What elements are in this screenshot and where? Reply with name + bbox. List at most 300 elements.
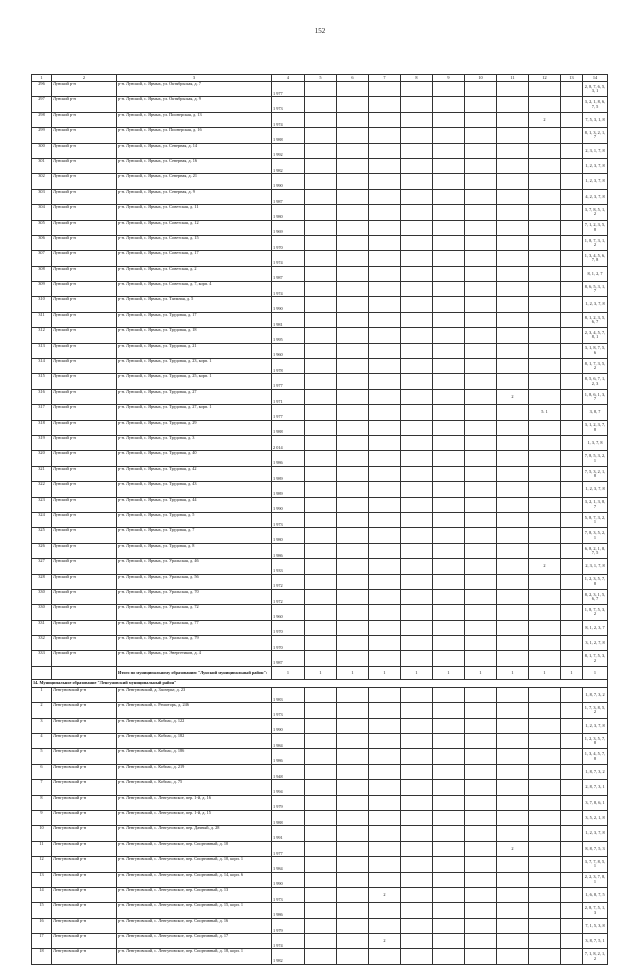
priority-cell: 1, 6, 8, 7, 5	[583, 887, 608, 902]
table-row	[32, 887, 608, 902]
table-row	[32, 374, 608, 389]
year-cell: 1 989	[272, 482, 305, 497]
mark-cell	[369, 903, 401, 918]
mark-cell	[433, 826, 465, 841]
mark-cell	[401, 389, 433, 404]
mark-cell	[529, 435, 561, 450]
mark-cell	[337, 528, 369, 543]
row-number: 309	[32, 282, 52, 297]
mark-cell	[433, 780, 465, 795]
mark-cell	[433, 841, 465, 856]
year-cell: 1 990	[272, 718, 305, 733]
priority-cell: 3, 2, 1, 3, 8, 7	[583, 497, 608, 512]
mark-cell	[369, 312, 401, 327]
address-cell: р-н. Лунский, с. Ярмых, ул. Трудовая, д. 25, корп. 1	[117, 374, 272, 389]
table-row	[32, 543, 608, 558]
mark-cell	[337, 235, 369, 250]
mark-cell	[497, 128, 529, 143]
row-number: 318	[32, 420, 52, 435]
mark-cell	[369, 405, 401, 420]
header-cell: 9	[433, 75, 465, 82]
address-cell: р-н. Лунский, с. Ярмых, ул. Трудовая, д. 5	[117, 512, 272, 527]
row-number: 322	[32, 482, 52, 497]
table-row	[32, 112, 608, 127]
year-cell: 1 970	[272, 636, 305, 651]
mark-cell	[529, 918, 561, 933]
address-cell: р-н. Лунский, с. Ярмых, ул. Уральская, д. 72	[117, 605, 272, 620]
mark-cell	[561, 589, 583, 604]
table-row	[32, 282, 608, 297]
mark-cell	[497, 435, 529, 450]
mark-cell	[497, 143, 529, 158]
mark-cell	[529, 887, 561, 902]
mark-cell	[561, 543, 583, 558]
mark-cell: 2	[497, 389, 529, 404]
mark-cell	[305, 420, 337, 435]
priority-cell: 3, 5, 2, 1, 8	[583, 810, 608, 825]
priority-cell: 4, 2, 3, 7, 8	[583, 189, 608, 204]
mark-cell	[433, 718, 465, 733]
row-number: 328	[32, 574, 52, 589]
year-cell: 1 977	[272, 82, 305, 97]
table-body	[32, 75, 608, 965]
priority-cell: 3, 7, 7, 8, 5, 1	[583, 857, 608, 872]
mark-cell	[401, 934, 433, 949]
mark-cell	[369, 687, 401, 702]
address-cell: р-н. Лунский, с. Ярмых, ул. Трудовая, д. 7	[117, 528, 272, 543]
mark-cell	[305, 451, 337, 466]
mark-cell	[497, 949, 529, 964]
mark-cell	[337, 857, 369, 872]
row-number: 330	[32, 605, 52, 620]
mark-cell	[529, 174, 561, 189]
mark-cell	[433, 636, 465, 651]
mark-cell	[497, 374, 529, 389]
year-cell: 1 973	[272, 512, 305, 527]
year-cell: 1 984	[272, 734, 305, 749]
mark-cell	[465, 343, 497, 358]
priority-cell: 7, 8, 3, 5, 2, 1	[583, 528, 608, 543]
mark-cell	[465, 128, 497, 143]
district-cell: Лунский р-н	[52, 297, 117, 312]
district-cell: Ленгуновский р-н	[52, 841, 117, 856]
year-cell: 1 974	[272, 251, 305, 266]
district-cell: Ленгуновский р-н	[52, 703, 117, 718]
mark-cell	[305, 82, 337, 97]
district-cell: Ленгуновский р-н	[52, 949, 117, 964]
address-cell: р-н. Ленгуновский, с. Ленгуновское, пер. Спортивный, д. 16	[117, 918, 272, 933]
address-cell: р-н. Ленгуновский, д. Заозерье, д. 23	[117, 687, 272, 702]
mark-cell	[305, 620, 337, 635]
row-number: 13	[32, 872, 52, 887]
mark-cell	[561, 749, 583, 764]
header-row	[32, 75, 608, 82]
mark-cell	[305, 220, 337, 235]
address-cell: р-н. Лунский, с. Ярмых, ул. Трудовая, д. 8	[117, 543, 272, 558]
address-cell: р-н. Лунский, с. Ярмых, ул. Советская, д. 7, корп. 4	[117, 282, 272, 297]
mark-cell	[369, 651, 401, 666]
mark-cell	[369, 251, 401, 266]
mark-cell	[465, 189, 497, 204]
mark-cell	[337, 420, 369, 435]
mark-cell	[497, 158, 529, 173]
year-cell: 1 970	[272, 620, 305, 635]
mark-cell	[433, 189, 465, 204]
mark-cell	[529, 266, 561, 281]
mark-cell	[561, 528, 583, 543]
year-cell: 1 987	[272, 651, 305, 666]
mark-cell	[305, 718, 337, 733]
year-cell: 1 988	[272, 420, 305, 435]
mark-cell	[529, 780, 561, 795]
district-cell: Ленгуновский р-н	[52, 795, 117, 810]
mark-cell	[401, 482, 433, 497]
mark-cell	[337, 374, 369, 389]
row-number: 7	[32, 780, 52, 795]
mark-cell	[337, 620, 369, 635]
year-cell: 1 986	[272, 903, 305, 918]
mark-cell	[337, 703, 369, 718]
mark-cell	[337, 918, 369, 933]
mark-cell	[305, 497, 337, 512]
district-cell: Лунский р-н	[52, 112, 117, 127]
table-row	[32, 128, 608, 143]
mark-cell	[369, 620, 401, 635]
table-row	[32, 589, 608, 604]
row-number: 324	[32, 512, 52, 527]
mark-cell	[465, 841, 497, 856]
row-number: 297	[32, 97, 52, 112]
mark-cell	[529, 826, 561, 841]
mark-cell	[401, 636, 433, 651]
mark-cell	[465, 328, 497, 343]
mark-cell	[497, 574, 529, 589]
mark-cell	[369, 559, 401, 574]
mark-cell	[465, 543, 497, 558]
district-cell: Лунский р-н	[52, 189, 117, 204]
mark-cell	[305, 574, 337, 589]
header-cell: 1	[32, 75, 52, 82]
mark-cell	[529, 620, 561, 635]
table-row	[32, 328, 608, 343]
mark-cell	[369, 918, 401, 933]
address-cell: р-н. Ленгуновский, с. Ленгуновское, пер. Дачный, д. 28	[117, 826, 272, 841]
mark-cell	[433, 934, 465, 949]
mark-cell	[337, 934, 369, 949]
year-cell: 1 987	[272, 266, 305, 281]
mark-cell	[401, 359, 433, 374]
mark-cell	[497, 282, 529, 297]
mark-cell	[401, 451, 433, 466]
mark-cell	[497, 903, 529, 918]
table-row	[32, 82, 608, 97]
mark-cell	[401, 205, 433, 220]
mark-cell	[497, 795, 529, 810]
mark-cell	[497, 934, 529, 949]
mark-cell	[497, 174, 529, 189]
table-row	[32, 605, 608, 620]
mark-cell	[497, 297, 529, 312]
mark-cell	[369, 205, 401, 220]
mark-cell	[561, 795, 583, 810]
table-row	[32, 810, 608, 825]
year-cell: 1 994	[272, 780, 305, 795]
district-cell: Ленгуновский р-н	[52, 857, 117, 872]
mark-cell	[433, 297, 465, 312]
mark-cell	[337, 389, 369, 404]
header-cell: 6	[337, 75, 369, 82]
mark-cell	[529, 589, 561, 604]
mark-cell	[305, 780, 337, 795]
mark-cell	[497, 734, 529, 749]
mark-cell	[497, 82, 529, 97]
district-cell: Лунский р-н	[52, 312, 117, 327]
year-cell: 1 980	[272, 528, 305, 543]
table-row	[32, 189, 608, 204]
district-cell: Лунский р-н	[52, 205, 117, 220]
year-cell: 1 971	[272, 389, 305, 404]
mark-cell	[465, 651, 497, 666]
district-cell: Лунский р-н	[52, 589, 117, 604]
mark-cell	[497, 764, 529, 779]
mark-cell	[497, 528, 529, 543]
mark-cell	[337, 251, 369, 266]
mark-cell	[305, 297, 337, 312]
mark-cell	[465, 764, 497, 779]
total-value: 1	[401, 666, 433, 679]
year-cell: 1 980	[272, 205, 305, 220]
mark-cell	[401, 112, 433, 127]
mark-cell	[497, 543, 529, 558]
mark-cell	[465, 780, 497, 795]
year-cell: 1 982	[272, 158, 305, 173]
table-row	[32, 574, 608, 589]
mark-cell	[369, 872, 401, 887]
priority-cell: 1, 7, 3, 8, 5, 2	[583, 703, 608, 718]
district-cell: Лунский р-н	[52, 420, 117, 435]
row-number: 303	[32, 189, 52, 204]
mark-cell	[465, 795, 497, 810]
mark-cell	[561, 764, 583, 779]
total-row	[32, 666, 608, 679]
year-cell: 1 973	[272, 703, 305, 718]
mark-cell	[529, 220, 561, 235]
mark-cell	[561, 451, 583, 466]
mark-cell: 2	[529, 112, 561, 127]
mark-cell	[401, 435, 433, 450]
mark-cell	[337, 451, 369, 466]
mark-cell	[401, 158, 433, 173]
mark-cell	[401, 810, 433, 825]
mark-cell	[561, 512, 583, 527]
mark-cell	[337, 266, 369, 281]
mark-cell	[529, 282, 561, 297]
mark-cell	[369, 734, 401, 749]
mark-cell	[401, 128, 433, 143]
table-row	[32, 174, 608, 189]
mark-cell	[433, 220, 465, 235]
mark-cell	[561, 328, 583, 343]
mark-cell	[465, 703, 497, 718]
row-number: 313	[32, 343, 52, 358]
priority-cell: 2, 3, 1, 7, 8	[583, 143, 608, 158]
mark-cell	[369, 112, 401, 127]
district-cell: Лунский р-н	[52, 235, 117, 250]
address-cell: р-н. Ленгуновский, с. Ленгуновское, пер. Спортивный, д. 15, корп. 1	[117, 903, 272, 918]
table-row	[32, 764, 608, 779]
mark-cell	[369, 158, 401, 173]
header-cell: 12	[529, 75, 561, 82]
total-value: 1	[561, 666, 583, 679]
district-cell: Лунский р-н	[52, 528, 117, 543]
mark-cell	[433, 887, 465, 902]
mark-cell	[401, 174, 433, 189]
total-value: 1	[529, 666, 561, 679]
header-cell: 4	[272, 75, 305, 82]
mark-cell	[529, 687, 561, 702]
mark-cell	[305, 934, 337, 949]
district-cell: Лунский р-н	[52, 543, 117, 558]
priority-cell: 1, 8, 7, 5, 3, 2	[583, 605, 608, 620]
address-cell: р-н. Ленгуновский, с. Кобиас, д. 122	[117, 718, 272, 733]
priority-cell: 1, 3, 7, 8	[583, 435, 608, 450]
mark-cell	[337, 559, 369, 574]
mark-cell	[465, 826, 497, 841]
address-cell: р-н. Лунский, с. Ярмых, ул. Советская, д. 12	[117, 220, 272, 235]
address-cell: р-н. Ленгуновский, с. Ленгуновское, пер. Спортивный, д. 14, корп. 6	[117, 872, 272, 887]
mark-cell	[337, 189, 369, 204]
mark-cell	[465, 374, 497, 389]
district-cell: Ленгуновский р-н	[52, 810, 117, 825]
total-value: 1	[465, 666, 497, 679]
row-number: 4	[32, 734, 52, 749]
year-cell: 1 986	[272, 451, 305, 466]
mark-cell	[305, 174, 337, 189]
address-cell: р-н. Лунский, с. Ярмых, ул. Трудовая, д. 21	[117, 343, 272, 358]
total-value: 1	[433, 666, 465, 679]
mark-cell	[337, 903, 369, 918]
table-row	[32, 559, 608, 574]
address-cell: р-н. Ленгуновский, с. Кобиас, д. 219	[117, 764, 272, 779]
year-cell: 1 984	[272, 857, 305, 872]
mark-cell	[369, 451, 401, 466]
mark-cell	[433, 482, 465, 497]
year-cell: 1 933	[272, 559, 305, 574]
district-cell: Лунский р-н	[52, 574, 117, 589]
header-cell: 7	[369, 75, 401, 82]
year-cell: 1 960	[272, 605, 305, 620]
address-cell: р-н. Лунский, с. Ярмых, ул. Трудовая, д. 3	[117, 435, 272, 450]
page-number: 152	[314, 27, 326, 35]
year-cell: 1 986	[272, 749, 305, 764]
mark-cell	[305, 312, 337, 327]
mark-cell	[433, 466, 465, 481]
mark-cell	[561, 251, 583, 266]
mark-cell	[561, 559, 583, 574]
mark-cell	[561, 841, 583, 856]
mark-cell: 2	[497, 841, 529, 856]
mark-cell	[465, 282, 497, 297]
mark-cell	[369, 718, 401, 733]
mark-cell	[561, 282, 583, 297]
priority-cell: 1, 2, 3, 7, 8	[583, 158, 608, 173]
mark-cell	[433, 235, 465, 250]
mark-cell	[401, 82, 433, 97]
mark-cell	[465, 266, 497, 281]
priority-cell: 1, 2, 3, 7, 8	[583, 174, 608, 189]
mark-cell	[369, 543, 401, 558]
table-row	[32, 734, 608, 749]
table-row	[32, 420, 608, 435]
mark-cell	[497, 328, 529, 343]
mark-cell	[401, 620, 433, 635]
district-cell: Лунский р-н	[52, 374, 117, 389]
table-row	[32, 903, 608, 918]
mark-cell	[433, 651, 465, 666]
address-cell: р-н. Лунский, с. Ярмых, ул. Северная, д. 9	[117, 189, 272, 204]
mark-cell	[465, 605, 497, 620]
mark-cell	[561, 574, 583, 589]
mark-cell	[433, 205, 465, 220]
mark-cell	[337, 435, 369, 450]
row-number: 332	[32, 636, 52, 651]
mark-cell	[529, 359, 561, 374]
priority-cell: 1, 2, 3, 7, 8	[583, 482, 608, 497]
mark-cell	[337, 872, 369, 887]
mark-cell	[401, 235, 433, 250]
mark-cell	[337, 297, 369, 312]
mark-cell	[433, 749, 465, 764]
address-cell: р-н. Ленгуновский, с. Ленгуновское, пер. Спортивный, д. 17	[117, 934, 272, 949]
mark-cell	[305, 189, 337, 204]
mark-cell	[465, 251, 497, 266]
total-blank	[32, 666, 52, 679]
row-number: 321	[32, 466, 52, 481]
mark-cell	[561, 718, 583, 733]
mark-cell	[465, 220, 497, 235]
mark-cell	[337, 343, 369, 358]
district-cell: Лунский р-н	[52, 359, 117, 374]
mark-cell	[337, 780, 369, 795]
mark-cell	[369, 82, 401, 97]
mark-cell	[401, 687, 433, 702]
priority-cell: 8, 1, 2, 7	[583, 266, 608, 281]
mark-cell	[305, 343, 337, 358]
mark-cell	[337, 282, 369, 297]
mark-cell	[433, 605, 465, 620]
mark-cell	[433, 810, 465, 825]
mark-cell	[529, 389, 561, 404]
mark-cell	[369, 359, 401, 374]
address-cell: р-н. Лунский, с. Ярмых, ул. Трудовая, д. 42	[117, 466, 272, 481]
address-cell: р-н. Лунский, с. Ярмых, ул. Советская, д. 17	[117, 251, 272, 266]
mark-cell	[401, 703, 433, 718]
mark-cell	[561, 466, 583, 481]
year-cell: 1 989	[272, 466, 305, 481]
mark-cell	[305, 528, 337, 543]
mark-cell	[401, 841, 433, 856]
table-row	[32, 918, 608, 933]
mark-cell	[465, 158, 497, 173]
mark-cell	[529, 482, 561, 497]
priority-cell: 1, 2, 3, 5, 7, 8	[583, 574, 608, 589]
mark-cell	[369, 420, 401, 435]
mark-cell	[401, 266, 433, 281]
table-row	[32, 405, 608, 420]
year-cell: 1 981	[272, 312, 305, 327]
mark-cell	[401, 780, 433, 795]
total-value: 1	[369, 666, 401, 679]
